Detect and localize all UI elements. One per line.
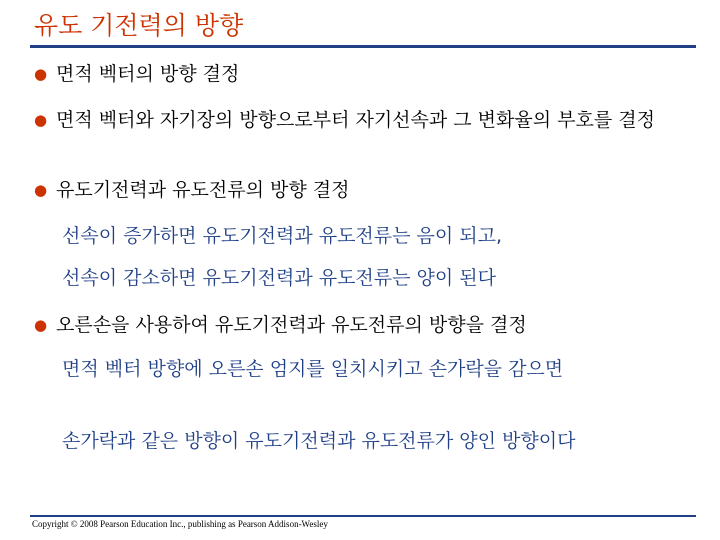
bullet-flux-sign — [34, 108, 696, 132]
sub-item-thumb-alignment: 면적 벡터 방향에 오른손 엄지를 일치시키고 손가락을 감으면 — [62, 358, 564, 380]
bullet-text: 면적 벡터와 자기장의 방향으로부터 자기선속과 그 변화율의 부호를 결정 — [56, 109, 655, 131]
bullet-marker: ● — [34, 65, 48, 83]
bullet-right-hand — [34, 313, 696, 337]
bullet-marker: ● — [34, 111, 48, 129]
bullet-text: 오른손을 사용하여 유도기전력과 유도전류의 방향을 결정 — [56, 314, 527, 336]
bullet-area-vector — [34, 62, 696, 86]
bullet-text: 면적 벡터의 방향 결정 — [56, 63, 240, 85]
bullet-emf-direction — [34, 178, 696, 202]
footer-divider — [30, 515, 696, 517]
slide-title: 유도 기전력의 방향 — [34, 11, 244, 40]
title-divider — [30, 45, 696, 48]
bullet-text: 유도기전력과 유도전류의 방향 결정 — [56, 179, 350, 201]
bullet-marker: ● — [34, 181, 48, 199]
sub-item-flux-decrease: 선속이 감소하면 유도기전력과 유도전류는 양이 된다 — [62, 267, 496, 289]
sub-item-finger-direction: 손가락과 같은 방향이 유도기전력과 유도전류가 양인 방향이다 — [62, 430, 576, 452]
bullet-marker: ● — [34, 316, 48, 334]
copyright-notice: Copyright © 2008 Pearson Education Inc., publishing as Pearson Addison-Wesley — [32, 519, 328, 529]
sub-item-flux-increase: 선속이 증가하면 유도기전력과 유도전류는 음이 되고, — [62, 225, 503, 247]
